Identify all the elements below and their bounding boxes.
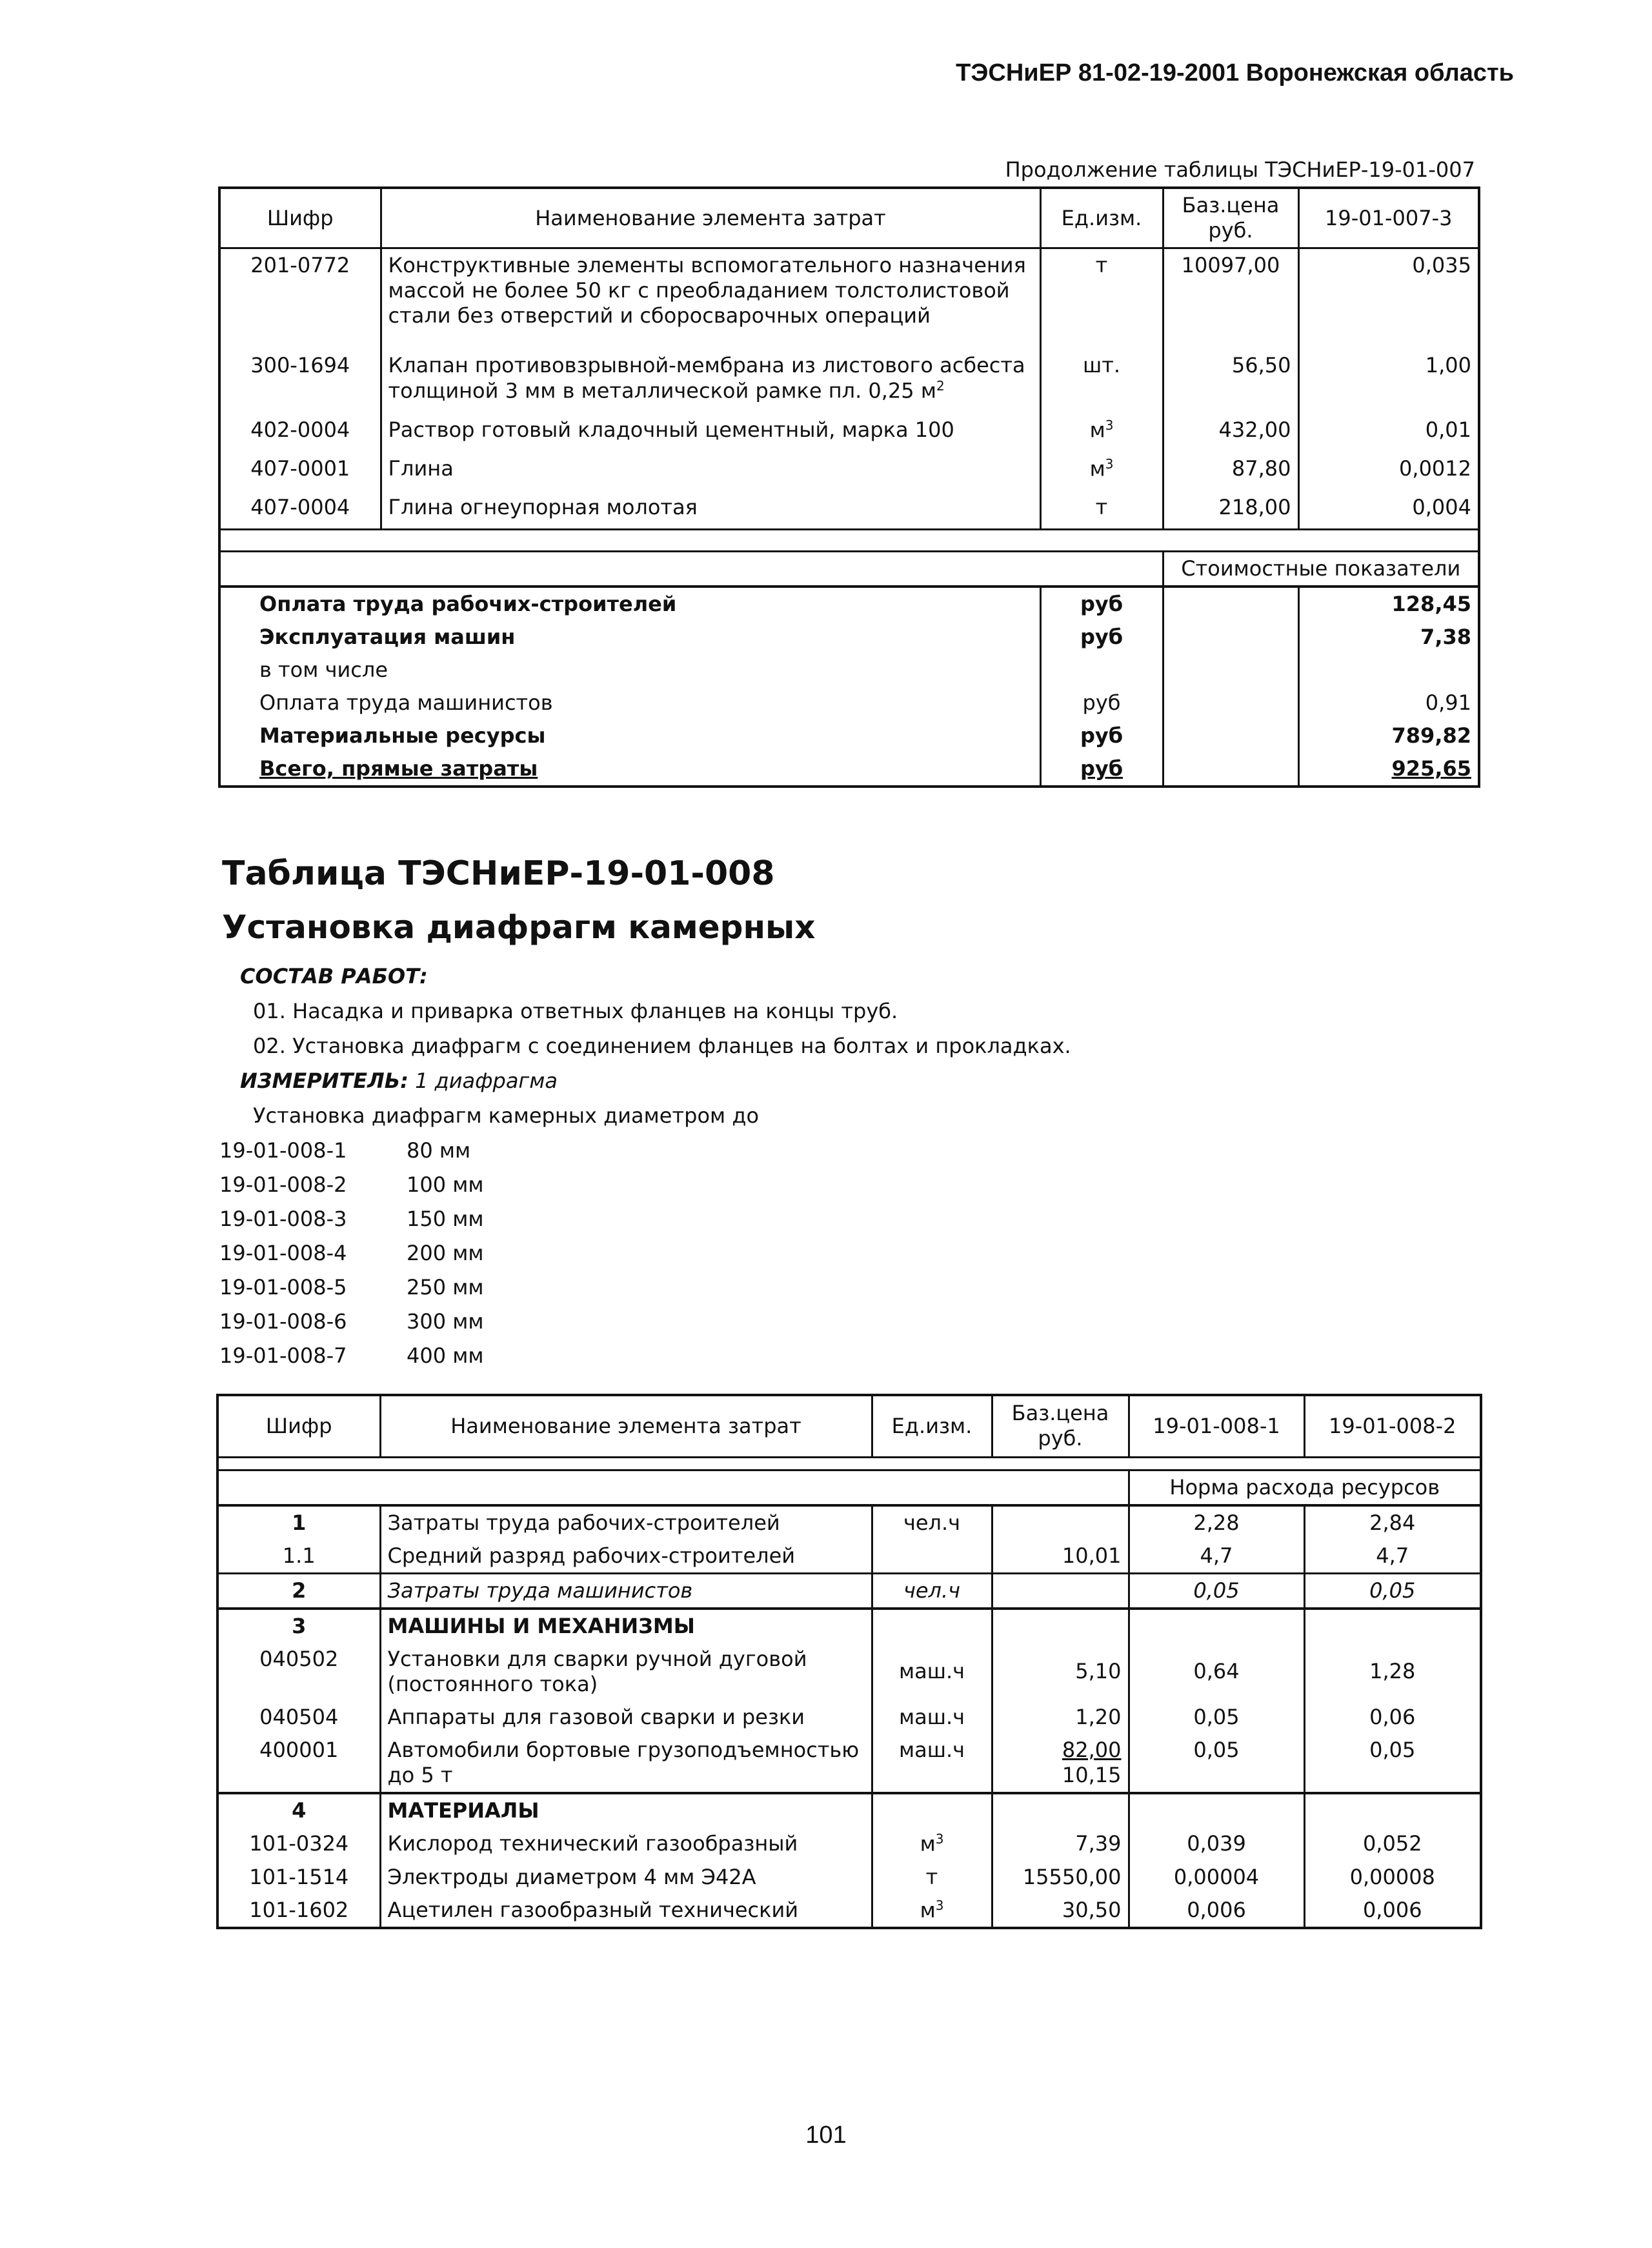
- cell-name: Средний разряд рабочих-строителей: [380, 1540, 872, 1574]
- cell-v1: 4,7: [1129, 1540, 1304, 1574]
- table-row: [219, 414, 1479, 452]
- table-row: [217, 1643, 1481, 1701]
- cell-unit: [872, 1827, 992, 1861]
- cell-name: МАШИНЫ И МЕХАНИЗМЫ: [380, 1609, 872, 1643]
- cell-code: 201-0772: [250, 253, 350, 278]
- cell-v2: 0,06: [1304, 1701, 1481, 1734]
- cell-name: [381, 349, 1040, 414]
- cell-code: 101-0324: [249, 1831, 349, 1856]
- cell-name: Электроды диаметром 4 мм Э42А: [380, 1861, 872, 1894]
- table-row: [217, 1861, 1481, 1894]
- item-code: 19-01-008-2: [219, 1172, 347, 1197]
- cost-label: в том числе: [259, 657, 388, 683]
- header-norm: 19-01-007-3: [1298, 188, 1479, 248]
- unit-text: м: [1089, 456, 1105, 481]
- section-row: [217, 1609, 1481, 1643]
- table-row: [217, 1827, 1481, 1861]
- superscript: 3: [935, 1831, 944, 1847]
- header-code: Шифр: [217, 1395, 380, 1457]
- cost-unit: руб: [1040, 587, 1163, 621]
- superscript: 3: [1105, 417, 1114, 433]
- cell-price: 15550,00: [992, 1861, 1129, 1894]
- superscript: 2: [936, 377, 945, 394]
- cell-v1: 0,05: [1129, 1734, 1304, 1793]
- list-item: [219, 1172, 484, 1207]
- cell-v1: 0,006: [1129, 1894, 1304, 1929]
- table-row: [219, 248, 1479, 349]
- cell-name: Глина: [381, 452, 1040, 491]
- cost-row: [219, 752, 1479, 787]
- header-unit: Ед.изм.: [1040, 188, 1163, 248]
- cell-v1: [1129, 1793, 1304, 1827]
- cell-code: 407-0004: [250, 494, 350, 519]
- cell-unit: [1040, 414, 1163, 452]
- spacer-cell: [219, 530, 1479, 552]
- norm-header-row: [217, 1470, 1481, 1505]
- intro-text: Установка диафрагм камерных диаметром до: [253, 1103, 760, 1128]
- cost-unit: руб: [1040, 687, 1163, 719]
- table-title: Таблица ТЭСНиЕР-19-01-008: [222, 854, 775, 893]
- table-row: [217, 1573, 1481, 1609]
- cell-unit: маш.ч: [872, 1643, 992, 1701]
- list-item: [219, 1309, 484, 1343]
- cell-v1: [1129, 1609, 1304, 1643]
- cost-value: 128,45: [1298, 587, 1479, 621]
- table-row: [217, 1701, 1481, 1734]
- cost-blank: [1163, 621, 1298, 654]
- cell-value: 0,01: [1298, 414, 1479, 452]
- list-item: [219, 1275, 484, 1309]
- cell-price: [992, 1505, 1129, 1540]
- cell-unit: т: [1040, 248, 1163, 349]
- cost-blank: [1163, 752, 1298, 787]
- price-line: 82,00: [1062, 1737, 1122, 1762]
- header-name: Наименование элемента затрат: [380, 1395, 872, 1457]
- unit-text: м: [920, 1831, 936, 1856]
- cell-name: Затраты труда машинистов: [380, 1573, 872, 1609]
- cost-label: Оплата труда машинистов: [259, 690, 553, 716]
- header-price: Баз.цена руб.: [1163, 188, 1298, 248]
- cell-price: 10,01: [992, 1540, 1129, 1574]
- header-code: Шифр: [219, 188, 381, 248]
- cell-price: [992, 1573, 1129, 1609]
- header-price: Баз.цена руб.: [992, 1395, 1129, 1457]
- item-size: 400 мм: [407, 1343, 484, 1368]
- cell-code: 4: [217, 1793, 380, 1827]
- item-size: 150 мм: [407, 1207, 484, 1231]
- cell-name: Аппараты для газовой сварки и резки: [380, 1701, 872, 1734]
- work-item: 01. Насадка и приварка ответных фланцев на концы труб.: [253, 999, 898, 1023]
- cell-name: Автомобили бортовые грузоподъемностью до 5 т: [380, 1734, 872, 1793]
- cell-name-text: Клапан противовзрывной-мембрана из листового асбеста толщиной 3 мм в металлической рамке пл. 0,25 м: [388, 352, 1025, 403]
- cell-price: 87,80: [1163, 452, 1298, 491]
- table-row: [217, 1540, 1481, 1574]
- cell-name: Ацетилен газообразный технический: [380, 1894, 872, 1929]
- table-row: [219, 349, 1479, 414]
- superscript: 3: [935, 1897, 944, 1913]
- cell-v2: 0,05: [1304, 1734, 1481, 1793]
- cell-code: 101-1514: [249, 1864, 349, 1889]
- cost-unit: руб: [1040, 719, 1163, 752]
- cell-value: 0,004: [1298, 491, 1479, 530]
- cell-code: 300-1694: [250, 352, 350, 377]
- header-name: Наименование элемента затрат: [381, 188, 1040, 248]
- cell-v1: 0,05: [1129, 1701, 1304, 1734]
- cost-value: 925,65: [1298, 752, 1479, 787]
- norm-spacer-row: [217, 1457, 1481, 1470]
- cell-price: 56,50: [1163, 349, 1298, 414]
- cell-unit: [872, 1609, 992, 1643]
- table-row: [219, 491, 1479, 530]
- cell-unit: маш.ч: [872, 1734, 992, 1793]
- cell-code: 1.1: [282, 1543, 316, 1568]
- list-item: [219, 1207, 484, 1241]
- cell-unit: шт.: [1040, 349, 1163, 414]
- cell-code: 2: [217, 1573, 380, 1609]
- cell-code: 040504: [259, 1704, 339, 1729]
- cell-price: [992, 1609, 1129, 1643]
- cell-unit: [872, 1894, 992, 1929]
- table-row: [217, 1505, 1481, 1540]
- cost-row: [219, 621, 1479, 654]
- header-unit: Ед.изм.: [872, 1395, 992, 1457]
- cell-value: 0,035: [1298, 248, 1479, 349]
- code-list: [219, 1138, 484, 1378]
- cell-price: 10097,00: [1163, 248, 1298, 349]
- cell-name: Раствор готовый кладочный цементный, марка 100: [381, 414, 1040, 452]
- cell-unit: маш.ч: [872, 1701, 992, 1734]
- cell-unit: [872, 1793, 992, 1827]
- cell-value: 0,0012: [1298, 452, 1479, 491]
- table-header-row: [217, 1395, 1481, 1457]
- cost-unit: [1040, 654, 1163, 687]
- cost-label: Оплата труда рабочих-строителей: [219, 587, 1040, 621]
- measure-line: [240, 1069, 558, 1093]
- item-size: 200 мм: [407, 1241, 484, 1265]
- cell-unit: чел.ч: [872, 1573, 992, 1609]
- continuation-caption: Продолжение таблицы ТЭСНиЕР-19-01-007: [1005, 157, 1475, 182]
- cost-header: Стоимостные показатели: [1163, 552, 1479, 587]
- cost-row: [219, 719, 1479, 752]
- cost-row: [219, 587, 1479, 621]
- cost-value: [1298, 654, 1479, 687]
- cost-blank: [1163, 654, 1298, 687]
- cell-v2: 2,84: [1304, 1505, 1481, 1540]
- cell-v2: 0,05: [1304, 1573, 1481, 1609]
- spacer-cell: [217, 1457, 1481, 1470]
- cost-blank: [1163, 719, 1298, 752]
- resources-table-19-01-008: [216, 1394, 1482, 1929]
- page-number: 101: [805, 2122, 847, 2149]
- price-line: 10,15: [1062, 1762, 1122, 1787]
- cell-code: 3: [217, 1609, 380, 1643]
- cell-code: 1: [217, 1505, 380, 1540]
- cost-unit: руб: [1040, 752, 1163, 787]
- table-row: [219, 452, 1479, 491]
- list-item: [219, 1343, 484, 1378]
- cost-row: [219, 654, 1479, 687]
- cost-row: [219, 687, 1479, 719]
- list-item: [219, 1138, 484, 1172]
- table-subtitle: Установка диафрагм камерных: [222, 908, 816, 946]
- cell-name: Глина огнеупорная молотая: [381, 491, 1040, 530]
- page-header: ТЭСНиЕР 81-02-19-2001 Воронежская область: [956, 59, 1514, 86]
- cell-v1: 0,039: [1129, 1827, 1304, 1861]
- norm-header: Норма расхода ресурсов: [1129, 1470, 1481, 1505]
- cell-v1: 0,00004: [1129, 1861, 1304, 1894]
- cost-value: 0,91: [1298, 687, 1479, 719]
- cell-price: 7,39: [992, 1827, 1129, 1861]
- table-row: [217, 1894, 1481, 1929]
- unit-text: м: [920, 1898, 936, 1923]
- cell-name: Кислород технический газообразный: [380, 1827, 872, 1861]
- cell-name: Конструктивные элементы вспомогательного назначения массой не более 50 кг с преобладанием толстолистовой стали без отверстий и сборосварочных операций: [381, 248, 1040, 349]
- cell-price: 218,00: [1163, 491, 1298, 530]
- cost-blank: [1163, 687, 1298, 719]
- table-header-row: [219, 188, 1479, 248]
- cost-value: 7,38: [1298, 621, 1479, 654]
- norm-header-blank: [217, 1470, 1129, 1505]
- measure-label: ИЗМЕРИТЕЛЬ:: [240, 1069, 408, 1093]
- cell-name: Установки для сварки ручной дуговой (постоянного тока): [380, 1643, 872, 1701]
- section-row: [217, 1793, 1481, 1827]
- measure-value: 1 диафрагма: [415, 1069, 558, 1093]
- unit-text: м: [1089, 417, 1105, 443]
- cost-header-blank: [219, 552, 1163, 587]
- item-size: 250 мм: [407, 1275, 484, 1300]
- cell-v1: 2,28: [1129, 1505, 1304, 1540]
- header-col1: 19-01-008-1: [1129, 1395, 1304, 1457]
- work-item: 02. Установка диафрагм с соединением фланцев на болтах и прокладках.: [253, 1034, 1071, 1058]
- cell-price: 432,00: [1163, 414, 1298, 452]
- cell-code: 400001: [259, 1737, 339, 1762]
- cell-v2: 4,7: [1304, 1540, 1481, 1574]
- cell-v2: 0,006: [1304, 1894, 1481, 1929]
- cost-blank: [1163, 587, 1298, 621]
- table-row: [217, 1734, 1481, 1793]
- cell-name: МАТЕРИАЛЫ: [380, 1793, 872, 1827]
- cost-header-row: [219, 552, 1479, 587]
- item-size: 100 мм: [407, 1172, 484, 1197]
- cost-value: 789,82: [1298, 719, 1479, 752]
- item-code: 19-01-008-6: [219, 1309, 347, 1334]
- cell-price: 30,50: [992, 1894, 1129, 1929]
- item-size: 300 мм: [407, 1309, 484, 1334]
- cell-v2: 1,28: [1304, 1643, 1481, 1701]
- cell-code: 402-0004: [250, 417, 350, 442]
- work-composition-label: СОСТАВ РАБОТ:: [240, 964, 428, 989]
- list-item: [219, 1241, 484, 1275]
- item-code: 19-01-008-3: [219, 1207, 347, 1231]
- cell-price: 5,10: [992, 1643, 1129, 1701]
- item-code: 19-01-008-1: [219, 1138, 347, 1163]
- cost-label: Эксплуатация машин: [259, 625, 516, 650]
- cell-v1: 0,05: [1129, 1573, 1304, 1609]
- item-code: 19-01-008-7: [219, 1343, 347, 1368]
- cell-code: 101-1602: [249, 1897, 349, 1922]
- superscript: 3: [1105, 456, 1114, 472]
- item-size: 80 мм: [407, 1138, 471, 1163]
- cell-price: [992, 1734, 1129, 1793]
- cost-unit: руб: [1040, 621, 1163, 654]
- resources-table-19-01-007: [218, 186, 1480, 788]
- cell-unit: [872, 1540, 992, 1574]
- cell-value: 1,00: [1298, 349, 1479, 414]
- cost-spacer-row: [219, 530, 1479, 552]
- cost-label: Материальные ресурсы: [259, 723, 546, 748]
- cell-price: [992, 1793, 1129, 1827]
- header-col2: 19-01-008-2: [1304, 1395, 1481, 1457]
- cell-v1: 0,64: [1129, 1643, 1304, 1701]
- cell-price: 1,20: [992, 1701, 1129, 1734]
- cell-v2: 0,052: [1304, 1827, 1481, 1861]
- cell-unit: чел.ч: [872, 1505, 992, 1540]
- cell-code: 040502: [259, 1646, 339, 1671]
- cell-name: Затраты труда рабочих-строителей: [380, 1505, 872, 1540]
- cell-v2: 0,00008: [1304, 1861, 1481, 1894]
- cell-unit: [1040, 452, 1163, 491]
- cell-unit: т: [872, 1861, 992, 1894]
- cell-v2: [1304, 1609, 1481, 1643]
- cost-label: Всего, прямые затраты: [259, 756, 538, 781]
- cell-code: 407-0001: [250, 456, 350, 481]
- cell-v2: [1304, 1793, 1481, 1827]
- item-code: 19-01-008-5: [219, 1275, 347, 1300]
- item-code: 19-01-008-4: [219, 1241, 347, 1265]
- cell-unit: т: [1040, 491, 1163, 530]
